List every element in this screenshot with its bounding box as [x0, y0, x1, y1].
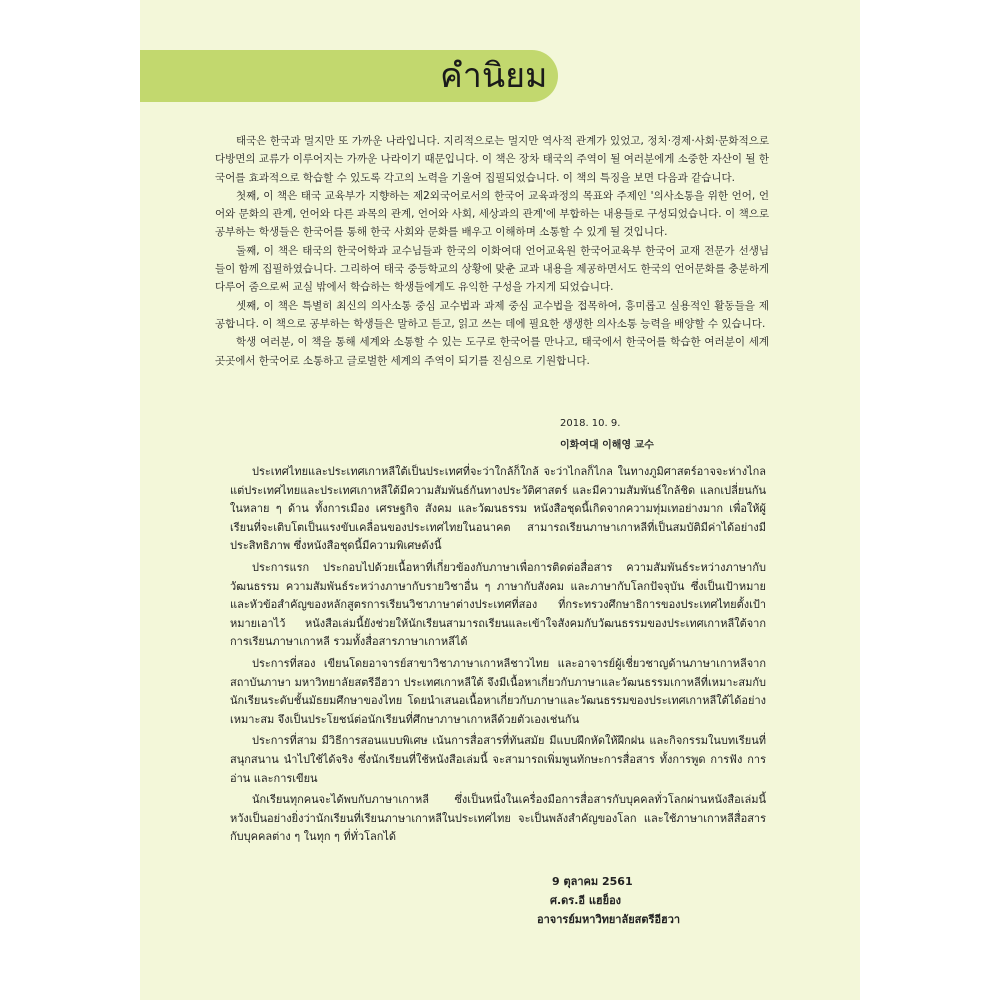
page-title: คำนิยม: [440, 56, 548, 96]
thai-paragraph: ประเทศไทยและประเทศเกาหลีใต้เป็นประเทศที่จะว่าใกล้ก็ใกล้ จะว่าไกลก็ไกล ในทางภูมิศาสตร์อาจจะห่างไกล แต่ประเทศไทยและประเทศเกาหลีใต้มีความสัมพันธ์กันทางประวัติศาสตร์ และมีความสัมพันธ์ใกล้ชิด แลกเปลี่ยนกันในหลาย ๆ ด้าน ทั้งการเมือง เศรษฐกิจ สังคม และวัฒนธรรม หนังสือชุดนี้เกิดจากความทุ่มเทอย่างมาก เพื่อให้ผู้เรียนที่จะเติบโตเป็นแรงขับเคลื่อนของประเทศไทยในอนาคต สามารถเรียนภาษาเกาหลีที่เป็นสมบัติมีค่าได้อย่างมีประสิทธิภาพ ซึ่งหนังสือชุดนี้มีความพิเศษดังนี้: [230, 465, 766, 553]
thai-paragraph: นักเรียนทุกคนจะได้พบกับภาษาเกาหลี ซึ่งเป็นหนึ่งในเครื่องมือการสื่อสารกับบุคคลทั่วโลกผ่านหนังสือเล่มนี้ หวังเป็นอย่างยิ่งว่านักเรียนที่เรียนภาษาเกาหลีในประเทศไทย จะเป็นพลังสำคัญของโลก และใช้ภาษาเกาหลีสื่อสารกับบุคคลต่าง ๆ ในทุก ๆ ที่ทั่วโลกได้: [230, 793, 766, 844]
korean-paragraph: 태국은 한국과 멀지만 또 가까운 나라입니다. 지리적으로는 멀지만 역사적 관계가 있었고, 정치·경제·사회·문화적으로 다방면의 교류가 이루어지는 가까운 나라이기 때문입니다. 이 책은 장차 태국의 주역이 될 여러분에게 소중한 자산이 될 한국어를 효과적으로 학습할 수 있도록 각고의 노력을 기울여 집필되었습니다. 이 책의 특징을 보면 다음과 같습니다.: [215, 135, 769, 184]
korean-paragraph: 학생 여러분, 이 책을 통해 세계와 소통할 수 있는 도구로 한국어를 만나고, 태국에서 한국어를 학습한 여러분이 세계 곳곳에서 한국어로 소통하고 글로벌한 세계의 주역이 되기를 진심으로 기원합니다.: [215, 336, 769, 367]
thai-paragraph: ประการที่สาม มีวิธีการสอนแบบพิเศษ เน้นการสื่อสารที่ทันสมัย มีแบบฝึกหัดให้ฝึกฝน และกิจกรรมในบทเรียนที่สนุกสนาน นำไปใช้ได้จริง ซึ่งนักเรียนที่ใช้หนังสือเล่มนี้ จะสามารถเพิ่มพูนทักษะการสื่อสาร ทั้งการพูด การฟัง การอ่าน และการเขียน: [230, 734, 766, 785]
korean-paragraph: 첫째, 이 책은 태국 교육부가 지향하는 제2외국어로서의 한국어 교육과정의 목표와 주제인 '의사소통을 위한 언어, 언어와 문화의 관계, 언어와 다른 과목의 관계, 언어와 사회, 세상과의 관계'에 부합하는 내용들로 구성되었습니다. 이 책으로 공부하는 학생들은 한국어를 통해 한국 사회와 문화를 배우고 이해하며 소통할 수 있게 될 것입니다.: [215, 189, 769, 239]
korean-foreword: [215, 132, 769, 370]
korean-paragraph: 둘째, 이 책은 태국의 한국어학과 교수님들과 한국의 이화여대 언어교육원 한국어교육부 한국어 교재 전문가 선생님들이 함께 집필하였습니다. 그리하여 태국 중등학교의 상황에 맞춘 교과 내용을 제공하면서도 한국의 언어문화를 충분하게 다루어 줌으로써 교실 밖에서 학습하는 학생들에게도 유익한 구성을 가지게 되었습니다.: [215, 244, 769, 294]
korean-date: 2018. 10. 9.: [560, 418, 621, 429]
thai-paragraph: ประการแรก ประกอบไปด้วยเนื้อหาที่เกี่ยวข้องกับภาษาเพื่อการติดต่อสื่อสาร ความสัมพันธ์ระหว่างภาษากับวัฒนธรรม ความสัมพันธ์ระหว่างภาษากับรายวิชาอื่น ๆ ภาษากับสังคม และภาษากับโลกปัจจุบัน ซึ่งเป็นเป้าหมายและหัวข้อสำคัญของหลักสูตรการเรียนวิชาภาษาต่างประเทศที่สอง ที่กระทรวงศึกษาธิการของประเทศไทยตั้งเป้าหมายเอาไว้ หนังสือเล่มนี้ยังช่วยให้นักเรียนสามารถเรียนและเข้าใจสังคมกับวัฒนธรรมของประเทศเกาหลีใต้จากการเรียนภาษาเกาหลี รวมทั้งสื่อสารภาษาเกาหลีได้: [230, 560, 766, 649]
thai-date: 9 ตุลาคม 2561: [552, 875, 633, 888]
korean-author: 이화여대 이해영 교수: [560, 440, 654, 451]
thai-foreword: [230, 463, 766, 847]
thai-affiliation: อาจารย์มหาวิทยาลัยสตรีอีฮวา: [537, 913, 681, 926]
korean-paragraph: 셋째, 이 책은 특별히 최신의 의사소통 중심 교수법과 과제 중심 교수법을 접목하여, 흥미롭고 실용적인 활동들을 제공합니다. 이 책으로 공부하는 학생들은 말하고 듣고, 읽고 쓰는 데에 필요한 생생한 의사소통 능력을 배양할 수 있습니다.: [215, 299, 769, 330]
thai-paragraph: ประการที่สอง เขียนโดยอาจารย์สาขาวิชาภาษาเกาหลีชาวไทย และอาจารย์ผู้เชี่ยวชาญด้านภาษาเกาหลีจากสถาบันภาษา มหาวิทยาลัยสตรีอีฮวา ประเทศเกาหลีใต้ จึงมีเนื้อหาเกี่ยวกับภาษาและวัฒนธรรมเกาหลีที่เหมาะสมกับนักเรียนระดับชั้นมัธยมศึกษาของไทย โดยนำเสนอเนื้อหาเกี่ยวกับภาษาและวัฒนธรรมของประเทศเกาหลีใต้ได้อย่างเหมาะสม จึงเป็นประโยชน์ต่อนักเรียนที่ศึกษาภาษาเกาหลีด้วยตัวเองเช่นกัน: [230, 656, 766, 726]
thai-author: ศ.ดร.อี แฮย็อง: [550, 894, 622, 907]
